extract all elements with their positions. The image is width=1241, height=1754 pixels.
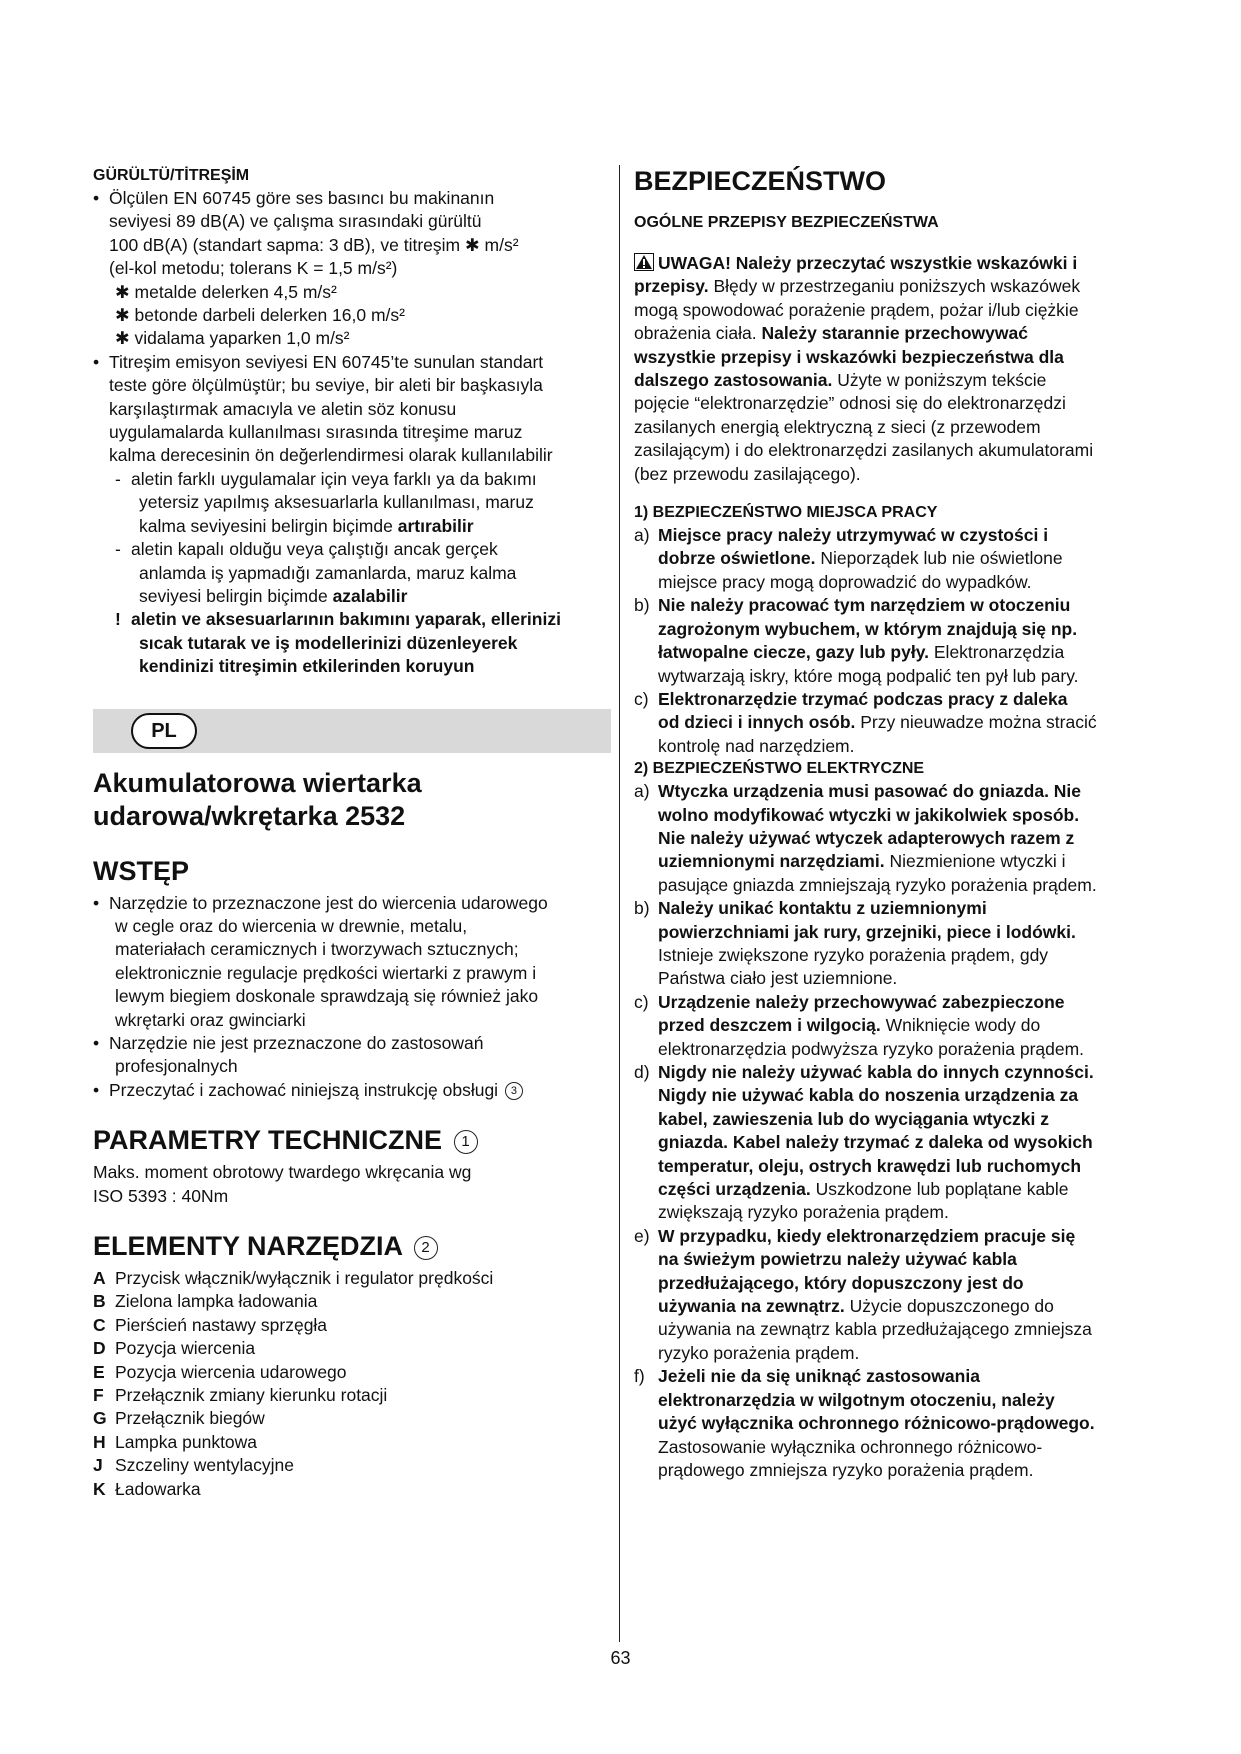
text-line: prądowego zmniejsza ryzyko porażenia prądem. [658, 1459, 1034, 1480]
text-line: Użyte w poniższym tekście [832, 370, 1047, 391]
element-key: E [93, 1361, 105, 1382]
element-key: F [93, 1385, 104, 1406]
item-marker: a) [634, 525, 650, 546]
text-line: Państwa ciało jest uziemnione. [658, 968, 898, 989]
intro-bullet-2 [93, 1032, 611, 1079]
item-marker: c) [634, 688, 649, 709]
text-line: w cegle oraz do wiercenia w drewnie, metalu, [115, 915, 468, 936]
element-key: D [93, 1338, 106, 1359]
element-item [93, 1267, 611, 1290]
bullet-icon: • [93, 1079, 100, 1100]
emphasis: Elektronarzędzie trzymać podczas pracy z daleka [658, 688, 1068, 709]
text-line: miejsce pracy mogą doprowadzić do wypadków. [658, 571, 1032, 592]
text-line: karşılaştırmak amacıyla ve aletin söz konusu [109, 398, 457, 419]
element-key: H [93, 1431, 106, 1452]
protection-note [93, 608, 611, 678]
item-marker: b) [634, 595, 650, 616]
emphasis: gniazda. Kabel należy trzymać z daleka od wysokich [658, 1132, 1093, 1153]
emphasis: dobrze oświetlone. [658, 548, 816, 569]
element-key: G [93, 1408, 107, 1429]
workplace-safety-heading: 1) BEZPIECZEŃSTWO MIEJSCA PRACY [634, 504, 938, 522]
text-line: obrażenia ciała. [634, 323, 762, 344]
emphasis: Należy unikać kontaktu z uziemnionymi [658, 898, 987, 919]
text-line: aletin ve aksesuarlarının bakımını yaparak, ellerinizi [131, 609, 561, 630]
warning-triangle-icon [634, 253, 654, 271]
text-line: Niezmienione wtyczki i [884, 851, 1066, 872]
text-line: Titreşim emisyon seviyesi EN 60745’te sunulan standart [109, 351, 544, 372]
figure-ref-2: 2 [414, 1236, 438, 1260]
asterisk-icon: ✱ [115, 328, 130, 349]
element-label: Pozycja wiercenia [115, 1338, 256, 1359]
emphasis: przedłużającego, który dopuszczony jest do [658, 1272, 1024, 1293]
item-marker: b) [634, 898, 650, 919]
emphasis: Nie należy pracować tym narzędziem w otoczeniu [658, 595, 1071, 616]
left-column [93, 165, 611, 1501]
text-line: pasujące gniazda zmniejszają ryzyko porażenia prądem. [658, 874, 1097, 895]
electrical-item-e [634, 1225, 1164, 1365]
text-line: UWAGA! Należy przeczytać wszystkie wskazówki i [658, 253, 1078, 273]
text-line: Przy nieuwadze można stracić [855, 712, 1097, 733]
emphasis: dalszego zastosowania. [634, 370, 833, 391]
language-badge: PL [131, 713, 197, 749]
element-label: Przycisk włącznik/wyłącznik i regulator prędkości [115, 1268, 494, 1288]
noise-vibration-heading: GÜRÜLTÜ/TİTREŞİM [93, 167, 250, 184]
element-item [93, 1314, 611, 1337]
text-line: seviyesi belirgin biçimde [139, 585, 333, 606]
electrical-item-c [634, 991, 1164, 1061]
text-line: wytwarzają iskry, które mogą podpalić ten pył lub pary. [658, 665, 1079, 686]
emphasis: części urządzenia. [658, 1179, 811, 1200]
emphasis: wolno modyfikować wtyczki w jakikolwiek sposób. [658, 804, 1080, 825]
item-marker: c) [634, 991, 649, 1012]
element-item [93, 1361, 611, 1384]
emphasis: temperatur, oleju, ostrych krawędzi lub ruchomych [658, 1155, 1082, 1176]
heading-text: PARAMETRY TECHNICZNE [93, 1125, 443, 1156]
text-line: Uszkodzone lub poplątane kable [810, 1179, 1069, 1200]
workplace-item-c [634, 688, 1164, 758]
text-line: uygulamalarda kullanılması sırasında titreşime maruz [109, 422, 523, 443]
element-item [93, 1454, 611, 1477]
text-line: używania na zewnątrz kabla przedłużającego zmniejsza [658, 1319, 1092, 1340]
text-line: Zastosowanie wyłącznika ochronnego różnicowo- [658, 1436, 1043, 1457]
general-safety-subheading: OGÓLNE PRZEPISY BEZPIECZEŃSTWA [634, 214, 939, 231]
asterisk-icon: ✱ [115, 281, 130, 302]
element-label: Pierścień nastawy sprzęgła [115, 1314, 328, 1335]
electrical-item-f [634, 1365, 1164, 1482]
workplace-item-a [634, 524, 1164, 594]
text-line: kalma derecesinin ön değerlendirmesi olarak kullanılabilir [109, 445, 553, 466]
element-label: Lampka punktowa [115, 1431, 258, 1452]
element-key: J [93, 1455, 103, 1476]
figure-ref-3: 3 [505, 1082, 523, 1100]
text-line: zasilanych energią elektryczną z sieci (z przewodem [634, 416, 1041, 437]
emphasis: przepisy. [634, 276, 709, 297]
item-marker: d) [634, 1062, 650, 1082]
dash-icon: - [115, 539, 121, 560]
asterisk-icon: ✱ [464, 234, 480, 255]
emphasis: przed deszczem i wilgocią. [658, 1015, 881, 1036]
text-line: pojęcie “elektronarzędzie” odnosi się do elektronarzędzi [634, 393, 1066, 414]
text-line: (el-kol metodu; tolerans K = 1,5 m/s²) [109, 258, 398, 279]
electrical-item-d [634, 1061, 1164, 1225]
emphasis: Wtyczka urządzenia musi pasować do gniazda. Nie [658, 781, 1082, 802]
dash-item-2 [93, 538, 611, 608]
vibration-value-screwing [93, 327, 611, 350]
item-marker: f) [634, 1366, 645, 1387]
electrical-item-b [634, 897, 1164, 991]
element-key: C [93, 1314, 106, 1335]
emphasis: W przypadku, kiedy elektronarzędziem pracuje się [658, 1225, 1076, 1246]
document-title [93, 767, 611, 833]
dash-item-1 [93, 468, 611, 538]
text-line: Elektronarzędzia [929, 642, 1065, 663]
emphasis: Jeżeli nie da się uniknąć zastosowania [658, 1366, 980, 1387]
text-line: materiałach ceramicznych i tworzywach sztucznych; [115, 939, 519, 960]
text-line: Narzędzie to przeznaczone jest do wiercenia udarowego [109, 892, 548, 913]
text-line: anlamda iş yapmadığı zamanlarda, maruz kalma [139, 562, 517, 583]
emphasis: Urządzenie należy przechowywać zabezpieczone [658, 991, 1065, 1012]
workplace-item-b [634, 594, 1164, 688]
text-line: zasilającym) i do elektronarzędzi zasilanych akumulatorami [634, 440, 1094, 461]
emphasis: Nie należy używać wtyczek adapterowych razem z [658, 827, 1075, 848]
text-line: kendinizi titreşimin etkilerinden koruyun [139, 656, 475, 677]
text-line: Użycie dopuszczonego do [844, 1296, 1054, 1317]
electrical-item-a [634, 780, 1164, 897]
text-line: Błędy w przestrzeganiu poniższych wskazówek [708, 276, 1081, 297]
text-line: yetersiz yapılmış aksesuarlarla kullanılması, maruz [139, 492, 534, 513]
emphasis: artırabilir [397, 515, 474, 536]
vibration-value-concrete [93, 304, 611, 327]
text-line: Przeczytać i zachować niniejszą instrukcję obsługi [109, 1079, 499, 1100]
noise-bullet-1 [93, 187, 611, 281]
params-text [93, 1161, 611, 1208]
item-marker: a) [634, 781, 650, 802]
element-item [93, 1290, 611, 1313]
emphasis: powierzchniami jak rury, grzejniki, piece i lodówki. [658, 921, 1076, 942]
element-item [93, 1431, 611, 1454]
intro-bullet-1 [93, 892, 611, 1032]
element-key: K [93, 1478, 106, 1499]
text-line: seviyesi 89 dB(A) ve çalışma sırasındaki gürültü [109, 211, 482, 232]
heading-text: ELEMENTY NARZĘDZIA [93, 1231, 403, 1261]
right-column [634, 165, 1164, 1482]
noise-bullet-2 [93, 351, 611, 468]
emphasis: Miejsce pracy należy utrzymywać w czystości i [658, 525, 1049, 546]
text-line: aletin farklı uygulamalar için veya farklı ya da bakımı [131, 468, 537, 489]
intro-bullet-3 [93, 1079, 611, 1102]
electrical-safety-heading: 2) BEZPIECZEŃSTWO ELEKTRYCZNE [634, 760, 925, 778]
element-label: Szczeliny wentylacyjne [115, 1455, 294, 1476]
text-line: Maks. moment obrotowy twardego wkręcania wg [93, 1162, 472, 1183]
emphasis: Należy starannie przechowywać [761, 323, 1028, 344]
params-heading [93, 1124, 611, 1157]
text-line: sıcak tutarak ve iş modellerinizi düzenleyerek [139, 632, 518, 653]
exclamation-icon: ! [115, 609, 121, 630]
text-line: elektronarzędzia podwyższa ryzyko porażenia prądem. [658, 1038, 1085, 1059]
emphasis: od dzieci i innych osób. [658, 712, 856, 733]
bullet-icon: • [93, 1032, 100, 1053]
page-number: 63 [610, 1648, 631, 1668]
text-line: ryzyko porażenia prądem. [658, 1342, 860, 1363]
bullet-icon: • [93, 188, 100, 208]
text-line: (bez przewodu zasilającego). [634, 463, 861, 484]
text-line: 100 dB(A) (standart sapma: 3 dB), ve titreşim [109, 234, 465, 255]
text-line: teste göre ölçülmüştür; bu seviye, bir aleti bir başkasıyla [109, 375, 543, 396]
element-item [93, 1384, 611, 1407]
emphasis: wszystkie przepisy i wskazówki bezpieczeństwa dla [634, 346, 1064, 367]
text-line: kalma seviyesini belirgin biçimde [139, 515, 398, 536]
intro-heading: WSTĘP [93, 855, 190, 886]
general-warning [634, 252, 1164, 486]
emphasis: na świeżym powietrzu należy używać kabla [658, 1249, 1017, 1270]
safety-heading: BEZPIECZEŃSTWO [634, 166, 887, 196]
element-key: A [93, 1268, 106, 1288]
vibration-value-metal [93, 281, 611, 304]
text-line: betonde darbeli delerken 16,0 m/s² [134, 305, 405, 326]
title-line: Akumulatorowa wiertarka [93, 767, 422, 798]
element-item [93, 1478, 611, 1501]
emphasis: Nigdy nie używać kabla do noszenia urządzenia za [658, 1085, 1079, 1106]
emphasis: używania na zewnątrz. [658, 1296, 845, 1317]
item-marker: e) [634, 1225, 650, 1246]
text-line: Istnieje zwiększone ryzyko porażenia prądem, gdy [658, 944, 1049, 965]
bullet-icon: • [93, 351, 100, 372]
text-line: mogą spowodować porażenie prądem, pożar i/lub ciężkie [634, 299, 1079, 320]
text-line: zwiększają ryzyko porażenia prądem. [658, 1202, 949, 1223]
emphasis: użyć wyłącznika ochronnego różnicowo-prądowego. [658, 1413, 1095, 1434]
bullet-icon: • [93, 892, 100, 913]
text-line: kontrolę nad narzędziem. [658, 735, 855, 756]
element-label: Ładowarka [115, 1478, 201, 1499]
emphasis: uziemnionymi narzędziami. [658, 851, 885, 872]
text-line: Nieporządek lub nie oświetlone [815, 548, 1063, 569]
dash-icon: - [115, 468, 121, 489]
emphasis: zagrożonym wybuchem, w którym znajdują się np. [658, 618, 1078, 639]
element-key: B [93, 1291, 106, 1312]
elements-list [93, 1267, 611, 1501]
text-line: aletin kapalı olduğu veya çalıştığı ancak gerçek [131, 539, 498, 560]
element-item [93, 1407, 611, 1430]
emphasis: azalabilir [332, 585, 408, 606]
title-line: udarowa/wkrętarka 2532 [93, 800, 406, 831]
element-label: Zielona lampka ładowania [115, 1291, 318, 1312]
asterisk-icon: ✱ [115, 305, 130, 326]
figure-ref-1: 1 [454, 1130, 478, 1154]
text-line: ISO 5393 : 40Nm [93, 1185, 229, 1206]
emphasis: elektronarzędzia w wilgotnym otoczeniu, należy [658, 1389, 1055, 1410]
element-item [93, 1337, 611, 1360]
emphasis: łatwopalne ciecze, gazy lub pyły. [658, 642, 930, 663]
text-line: lewym biegiem doskonale sprawdzają się również jako [115, 986, 539, 1007]
emphasis: Nigdy nie należy używać kabla do innych czynności. [658, 1062, 1094, 1082]
element-label: Przełącznik biegów [115, 1408, 265, 1429]
text-line: metalde delerken 4,5 m/s² [134, 281, 337, 302]
text-line: profesjonalnych [115, 1056, 238, 1077]
text-line: vidalama yaparken 1,0 m/s² [134, 328, 350, 349]
emphasis: kabel, zawieszenia lub do wyciągania wtyczki z [658, 1108, 1049, 1129]
elements-heading [93, 1230, 611, 1263]
element-label: Przełącznik zmiany kierunku rotacji [115, 1385, 388, 1406]
text-line: elektronicznie regulacje prędkości wiertarki z prawym i [115, 962, 537, 983]
text-line: m/s² [479, 234, 519, 255]
column-divider [619, 165, 620, 1642]
text-line: Wniknięcie wody do [880, 1015, 1041, 1036]
language-bar [93, 709, 611, 753]
text-line: Narzędzie nie jest przeznaczone do zastosowań [109, 1032, 484, 1053]
text-line: wkrętarki oraz gwinciarki [115, 1009, 306, 1030]
text-line: Ölçülen EN 60745 göre ses basıncı bu makinanın [109, 188, 495, 208]
element-label: Pozycja wiercenia udarowego [115, 1361, 347, 1382]
